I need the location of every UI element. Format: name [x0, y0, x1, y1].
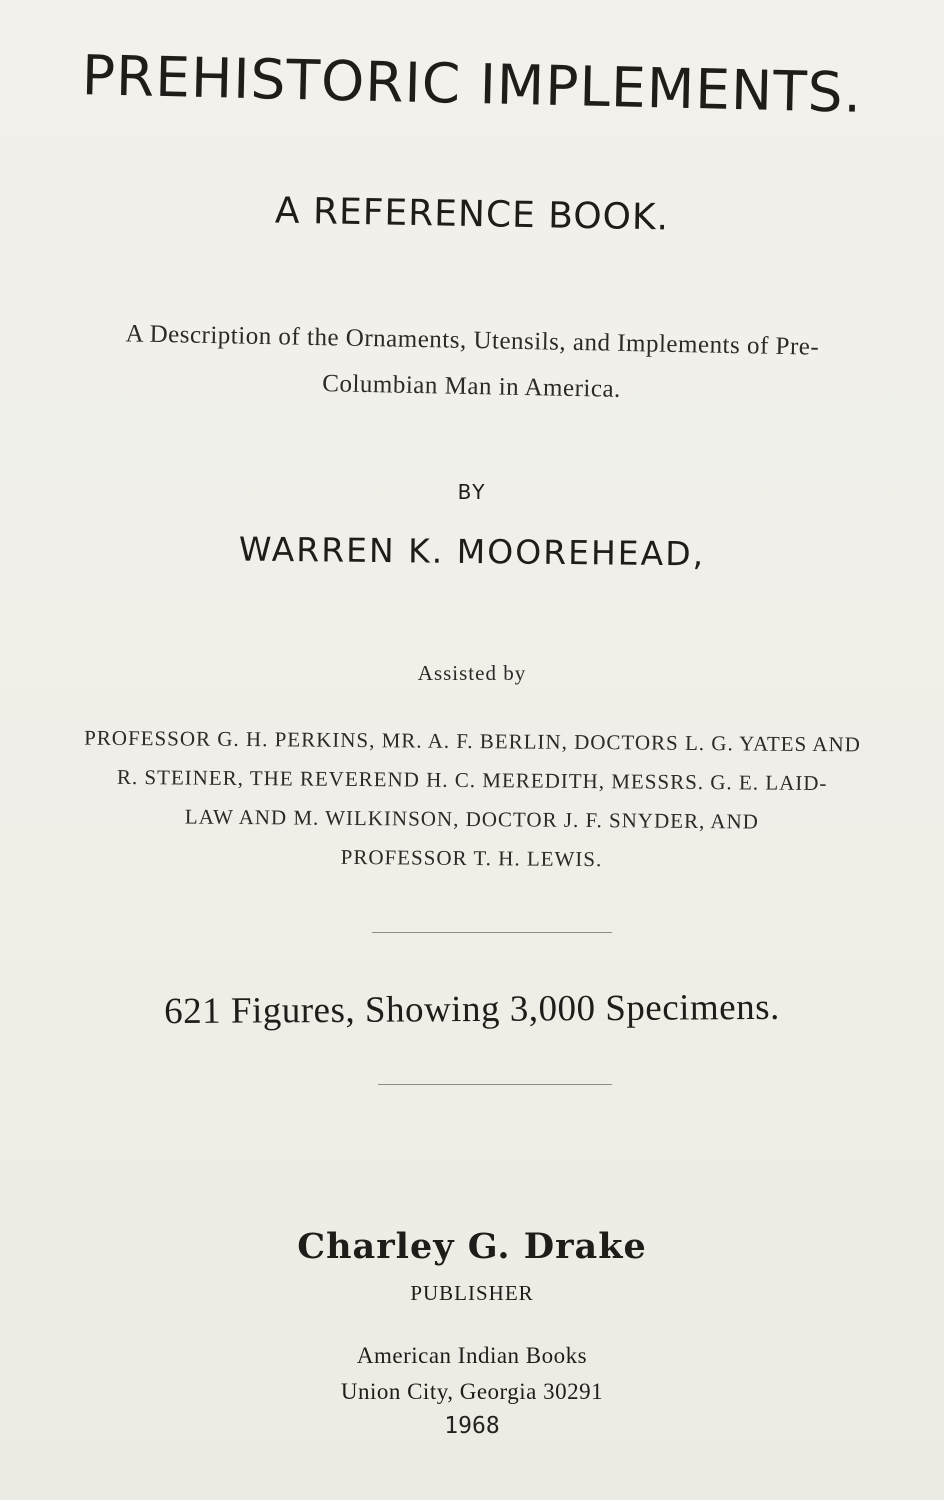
imprint-line-2: Union City, Georgia 30291	[340, 1379, 604, 1404]
byline: BY	[457, 480, 487, 504]
description-line-1: A Description of the Ornaments, Utensils, and Implements of Pre-	[125, 320, 820, 361]
description-line-2: Columbian Man in America.	[322, 370, 622, 403]
publisher-imprint	[0, 1338, 944, 1410]
book-subtitle: A REFERENCE BOOK.	[274, 190, 670, 239]
assistants-list	[0, 718, 944, 882]
publication-year: 1968	[444, 1413, 500, 1439]
book-description	[0, 309, 944, 419]
assistants-line-4: PROFESSOR T. H. LEWIS.	[340, 844, 603, 872]
publisher-name: Charley G. Drake	[297, 1226, 647, 1267]
assistants-line-2: R. STEINER, THE REVEREND H. C. MEREDITH, MESSRS. G. E. LAID-	[116, 764, 828, 796]
figures-count: 621 Figures, Showing 3,000 Specimens.	[164, 986, 780, 1033]
assistants-line-1: PROFESSOR G. H. PERKINS, MR. A. F. BERLIN, DOCTORS L. G. YATES AND	[84, 725, 861, 757]
book-title: PREHISTORIC IMPLEMENTS.	[81, 43, 863, 125]
publisher-label: PUBLISHER	[410, 1281, 534, 1305]
imprint-line-1: American Indian Books	[356, 1343, 588, 1368]
author-name: WARREN K. MOOREHEAD,	[238, 529, 706, 574]
divider-rule-bottom	[378, 1084, 612, 1085]
divider-rule-top	[372, 932, 612, 933]
assistants-line-3: LAW AND M. WILKINSON, DOCTOR J. F. SNYDER, AND	[184, 804, 759, 834]
assisted-by-label: Assisted by	[417, 661, 527, 685]
